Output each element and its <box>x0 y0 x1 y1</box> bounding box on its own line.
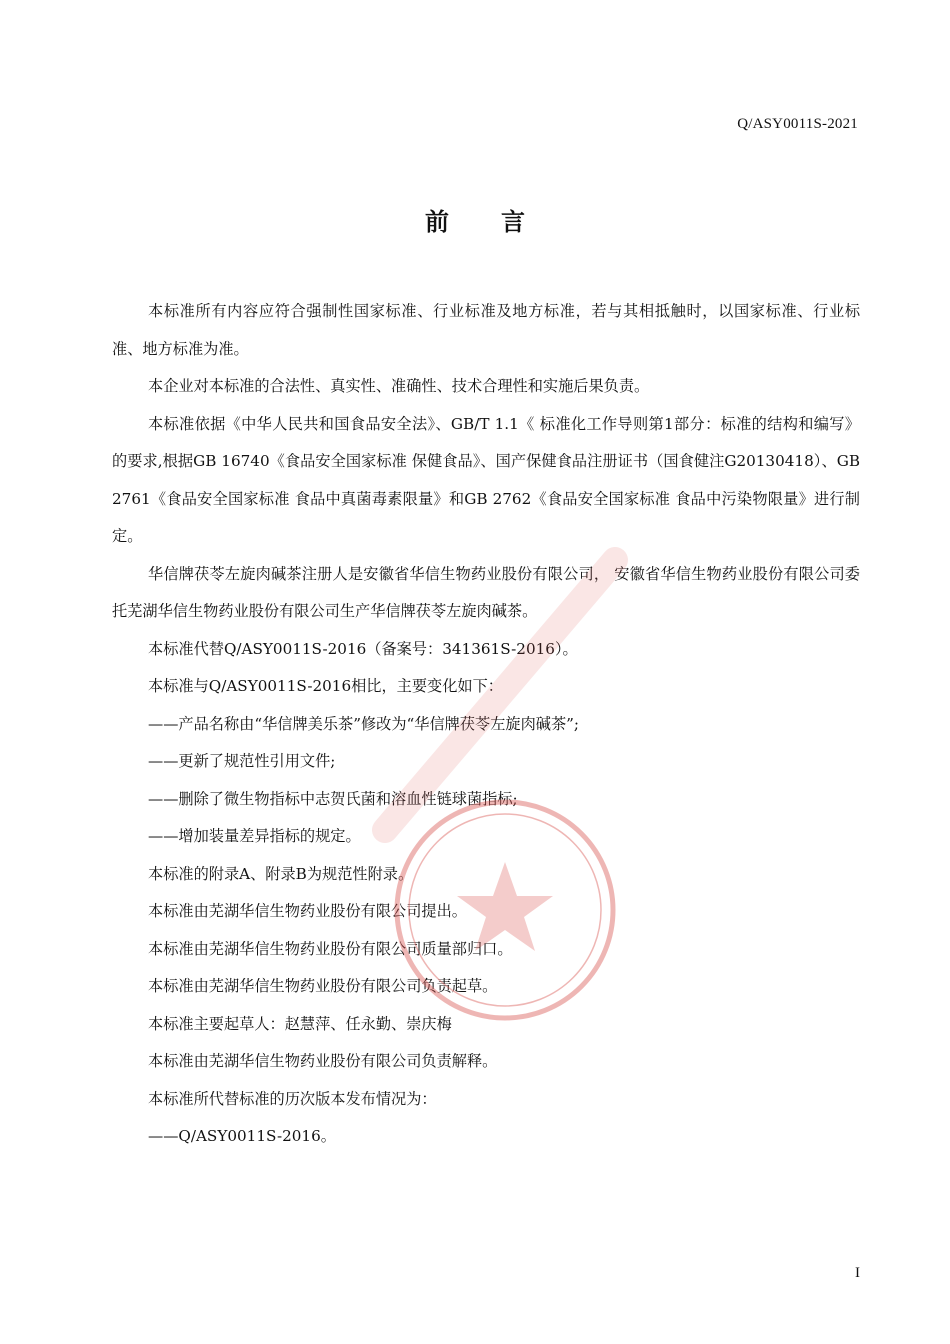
document-code: Q/ASY0011S-2021 <box>737 116 858 132</box>
change-item: ——增加装量差异指标的规定。 <box>148 827 361 845</box>
paragraph: 本标准所有内容应符合强制性国家标准、行业标准及地方标准，若与其相抵触时，以国家标准、行业标准、地方标准为准。 <box>112 302 860 358</box>
paragraph: 本标准依据《中华人民共和国食品安全法》、GB/T 1.1《 标准化工作导则第1部分：标准的结构和编写》的要求,根据GB 16740《食品安全国家标准 保健食品》、国产保健食品注册证书（国食健注G20130418）、GB 2761《食品安全国家标准 食品中真菌毒素限量》和GB 2762《食品安全国家标准 食品中污染物限量》进行制定。 <box>112 414 860 545</box>
paragraph: 本标准的附录A、附录B为规范性附录。 <box>148 864 414 883</box>
paragraph: 华信牌茯苓左旋肉碱茶注册人是安徽省华信生物药业股份有限公司， 安徽省华信生物药业股份有限公司委托芜湖华信生物药业股份有限公司生产华信牌茯苓左旋肉碱茶。 <box>112 564 860 620</box>
paragraph: 本标准与Q/ASY0011S-2016相比，主要变化如下： <box>148 677 503 695</box>
page-title: 前言 <box>425 208 577 236</box>
change-item: ——产品名称由“华信牌美乐茶”修改为“华信牌茯苓左旋肉碱茶”; <box>148 714 580 733</box>
paragraph: 本标准由芜湖华信生物药业股份有限公司负责起草。 <box>148 977 498 995</box>
paragraph: 本标准由芜湖华信生物药业股份有限公司负责解释。 <box>148 1052 498 1070</box>
paragraph: 本标准由芜湖华信生物药业股份有限公司提出。 <box>148 902 467 920</box>
paragraph: 本标准代替Q/ASY0011S-2016（备案号：341361S-2016）。 <box>148 639 578 658</box>
change-item: ——更新了规范性引用文件; <box>148 752 336 770</box>
paragraph: 本标准主要起草人：赵慧萍、任永勤、崇庆梅 <box>148 1014 452 1033</box>
paragraph: 本标准所代替标准的历次版本发布情况为： <box>148 1089 437 1108</box>
paragraph: 本企业对本标准的合法性、真实性、准确性、技术合理性和实施后果负责。 <box>148 377 650 395</box>
document-body <box>112 293 860 1156</box>
paragraph: ——Q/ASY0011S-2016。 <box>148 1127 336 1145</box>
change-item: ——删除了微生物指标中志贺氏菌和溶血性链球菌指标; <box>148 789 518 808</box>
paragraph: 本标准由芜湖华信生物药业股份有限公司质量部归口。 <box>148 939 513 958</box>
page-number: I <box>855 1265 860 1281</box>
